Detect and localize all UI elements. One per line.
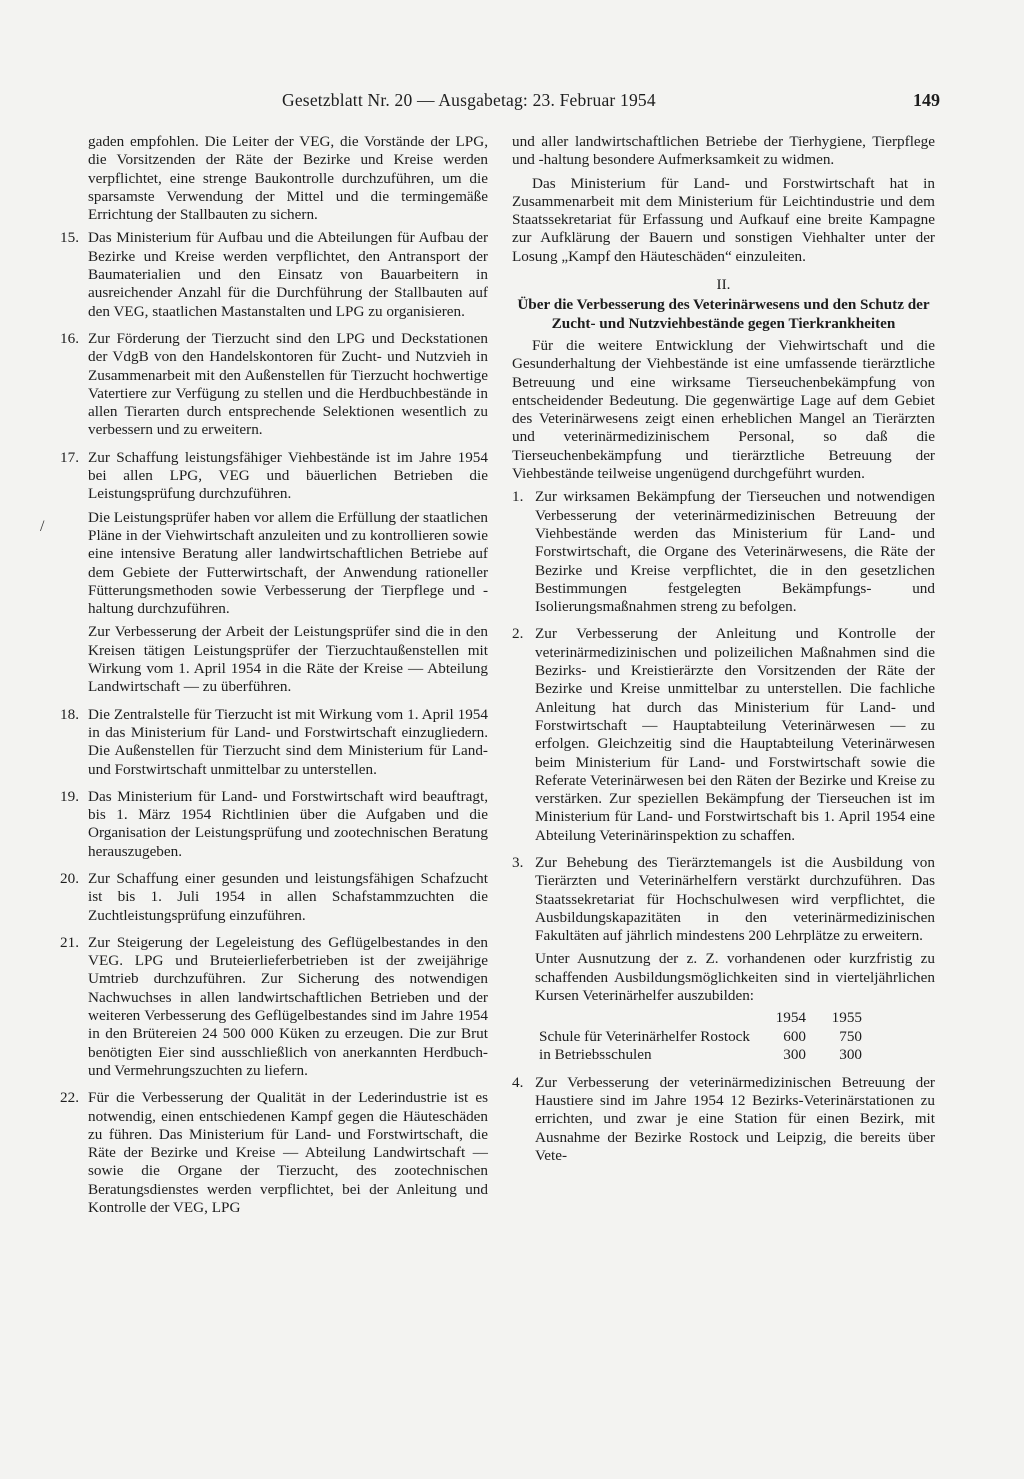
item-number: 15. (60, 229, 79, 247)
item-number: 16. (60, 329, 79, 347)
page-number: 149 (913, 90, 940, 110)
item-text: Zur Förderung der Tierzucht sind den LPG und Deckstationen der VdgB von den Handelskontoren für Zucht- und Nutzvieh in Zusammenarbeit mit den Außenstellen für Tierzucht hochwertige Vatertiere zur Verfügung zu stellen und die Herdbuchbestände in allen Tierarten durch entsprechende Selektionen wesentlich zu verbessern und zu erweitern. (88, 329, 488, 439)
item-number: 18. (60, 705, 79, 723)
item-subparagraph: Zur Verbesserung der Arbeit der Leistungsprüfer sind die in den Kreisen tätigen Leistungsprüfer der Tierzuchtaußenstellen mit Wirkung vom 1. April 1954 in die Räte der Kreise — Abteilung Landwirtschaft — zu überführen. (88, 623, 488, 696)
list-item-19 (60, 787, 488, 861)
table-row (535, 1028, 866, 1047)
item-number: 22. (60, 1089, 79, 1107)
table-cell-value: 300 (839, 1046, 863, 1064)
list-item-17 (60, 448, 488, 697)
item-text: Zur Schaffung einer gesunden und leistungsfähigen Schafzucht ist bis 1. Juli 1954 in allen Schafstammzuchten die Zuchtleistungsprüfung einzuführen. (88, 869, 488, 924)
item-number: 1. (512, 488, 524, 506)
item-text: Das Ministerium für Aufbau und die Abteilungen für Aufbau der Bezirke und Kreise werden verpflichtet, den Antransport der Baumaterialien und den Einsatz von Bauarbeitern in ausreichender Anzahl für die Durchführung der Stallbauten auf den VEG, staatlichen Mastanstalten und LPG zu organisieren. (88, 229, 488, 320)
left-column (60, 133, 488, 1226)
table-cell-value: 600 (783, 1027, 807, 1045)
item-number: 19. (60, 787, 79, 805)
table-cell-value: 300 (783, 1046, 807, 1064)
item-number: 17. (60, 448, 79, 466)
table-row (535, 1046, 866, 1065)
table-header-year: 1954 (775, 1009, 807, 1027)
item-subparagraph: Die Leistungsprüfer haben vor allem die Erfüllung der staatlichen Pläne in der Viehwirtschaft anzuleiten und zu kontrollieren sowie eine intensive Beratung aller landwirtschaftlichen Betriebe auf dem Gebiete der Futterwirtschaft, der Anwendung rationeller Fütterungsmethoden sowie Verbesserung der Tierpflege und -haltung durchzuführen. (88, 508, 488, 618)
table-cell-value: 750 (839, 1027, 863, 1045)
right-continuation: und aller landwirtschaftlichen Betriebe der Tierhygiene, Tierpflege und -haltung besondere Aufmerksamkeit zu widmen. (512, 133, 935, 169)
item-text: Die Zentralstelle für Tierzucht ist mit Wirkung vom 1. April 1954 in das Ministerium für Land- und Forstwirtschaft einzugliedern. Die Außenstellen für Tierzucht sind dem Ministerium für Land- und Forstwirtschaft unmittelbar zu unterstellen. (88, 705, 488, 778)
right-paragraph: Das Ministerium für Land- und Forstwirtschaft hat in Zusammenarbeit mit dem Ministerium für Leichtindustrie und dem Staatssekretariat für Erfassung und Aufkauf eine breite Kampagne zur Aufklärung der Bauern und sonstigen Viehhalter unter der Losung „Kampf den Häuteschäden“ einzuleiten. (512, 174, 935, 265)
table-header-year: 1955 (831, 1009, 863, 1027)
section-numeral: II. (716, 276, 731, 294)
item-text: Das Ministerium für Land- und Forstwirtschaft wird beauftragt, bis 1. März 1954 Richtlinien über die Aufgaben und die Organisation der Leistungsprüfung und zootechnischen Beratung herauszugeben. (88, 787, 488, 860)
left-intro: gaden empfohlen. Die Leiter der VEG, die Vorstände der LPG, die Vorsitzenden der Räte der Bezirke und Kreise werden verpflichtet, eine strenge Baukontrolle durchzuführen, um die sparsamste Verwendung der Mittel und die termingemäße Errichtung der Stallbauten zu sichern. (88, 133, 488, 224)
item-text: Zur Verbesserung der veterinärmedizinischen Betreuung der Haustiere sind im Jahre 1954 12 Bezirks-Veterinärstationen zu errichten, und zwar je eine Station für einen Bezirk, mit Ausnahme der Bezirke Rostock und Leipzig, die bereits über Vete- (535, 1073, 935, 1165)
item-text: Für die Verbesserung der Qualität in der Lederindustrie ist es notwendig, einen entschiedenen Kampf gegen die Häuteschäden zu führen. Das Ministerium für Land- und Forstwirtschaft, die Räte der Bezirke und Kreise — Abteilung Landwirtschaft — sowie die Organe der Tierzucht, des zootechnischen Beratungsdienstes werden verpflichtet, bei der Anleitung und Kontrolle der VEG, LPG (88, 1089, 488, 1217)
training-table (535, 1009, 866, 1065)
table-cell-label: Schule für Veterinärhelfer Rostock (539, 1027, 751, 1045)
list-item-2 (512, 625, 935, 845)
item-number: 2. (512, 625, 524, 643)
right-column (512, 133, 935, 1174)
list-item-20 (60, 869, 488, 925)
item-number: 3. (512, 853, 524, 871)
item-number: 4. (512, 1073, 524, 1091)
table-header-empty (535, 1009, 754, 1028)
table-cell-label: in Betriebsschulen (539, 1046, 652, 1064)
item-text: Zur Schaffung leistungsfähiger Viehbestände ist im Jahre 1954 bei allen LPG, VEG und bäuerlichen Betrieben die Leistungsprüfung durchzuführen. (88, 448, 488, 503)
margin-mark: / (40, 518, 45, 535)
list-item-16 (60, 329, 488, 440)
list-item-4 (512, 1074, 935, 1165)
list-item-21 (60, 933, 488, 1080)
section-intro: Für die weitere Entwicklung der Viehwirtschaft und die Gesunderhaltung der Viehbestände ist eine umfassende tierärztliche Betreuung und eine wirksame Tierseuchenbekämpfung von entscheidender Bedeutung. Die gegenwärtige Lage auf dem Gebiet des Veterinärwesens zeigt einen erheblichen Mangel an Tierärzten und veterinärmedizinischem Personal, so daß die Tierseuchenbekämpfung und tierärztliche Betreuung der Viehbestände teilweise ungenügend durchgeführt wurden. (512, 336, 935, 483)
item-number: 21. (60, 933, 79, 951)
page-header (60, 90, 940, 118)
item-text: Zur Behebung des Tierärztemangels ist die Ausbildung von Tierärzten und Veterinärhelfern verstärkt durchzuführen. Das Staatssekretariat für Hochschulwesen wird verpflichtet, die Ausbildungskapazitäten in den veterinärmedizinischen Fakultäten auf jährlich mindestens 200 Lehrplätze zu erweitern. (535, 853, 935, 945)
item-number: 20. (60, 869, 79, 887)
list-item-15 (60, 229, 488, 320)
list-item-3 (512, 854, 935, 1065)
list-item-1 (512, 488, 935, 616)
item-text: Zur Steigerung der Legeleistung des Geflügelbestandes in den VEG. LPG und Bruteierlieferbetrieben ist der zweijährige Umtrieb durchzuführen. Zur Sicherung des notwendigen Nachwuchses in allen landwirtschaftlichen Betrieben und der weiteren Verbesserung des Geflügelbestandes sind im Jahre 1954 in den Brütereien 24 500 000 Küken zu erzeugen. Die zur Brut benötigten Eier sind ausschließlich von anerkannten Herdbuch- und Vermehrungszuchten zu liefern. (88, 933, 488, 1079)
table-header-row (535, 1009, 866, 1028)
item-text: Zur Verbesserung der Anleitung und Kontrolle der veterinärmedizinischen und polizeilichen Maßnahmen sind die Bezirks- und Kreistierärzte den Vorsitzenden der Räte der Bezirke und Kreise unmittelbar zu unterstellen. Die fachliche Anleitung hat durch das Ministerium für Land- und Forstwirtschaft — Hauptabteilung Veterinärwesen — zu erfolgen. Gleichzeitig sind die Hauptabteilung Veterinärwesen beim Ministerium für Land- und Forstwirtschaft sowie die Referate Veterinärwesen bei den Räten der Bezirke und Kreise zu verstärken. Zur speziellen Bekämpfung der Tierseuchen ist im Ministerium für Land- und Forstwirtschaft bis 1. April 1954 eine Abteilung Veterinärinspektion zu schaffen. (535, 625, 935, 844)
item-subparagraph: Unter Ausnutzung der z. Z. vorhandenen oder kurzfristig zu schaffenden Ausbildungsmöglichkeiten sind in vierteljährlichen Kursen Veterinärhelfer auszubilden: (535, 950, 935, 1005)
header-title: Gesetzblatt Nr. 20 — Ausgabetag: 23. Februar 1954 (282, 90, 656, 110)
section-heading: Über die Verbesserung des Veterinärwesens und den Schutz der Zucht- und Nutzviehbestände gegen Tierkrankheiten (517, 296, 930, 332)
list-item-18 (60, 705, 488, 779)
list-item-22 (60, 1089, 488, 1217)
item-text: Zur wirksamen Bekämpfung der Tierseuchen und notwendigen Verbesserung der veterinärmedizinischen Betreuung der Viehbestände werden das Ministerium für Land- und Forstwirtschaft, die Organe des Veterinärwesens, die Räte der Bezirke und Kreise verpflichtet, die in den gesetzlichen Bestimmungen festgelegten Bekämpfungs- und Isolierungsmaßnahmen streng zu befolgen. (535, 488, 935, 616)
